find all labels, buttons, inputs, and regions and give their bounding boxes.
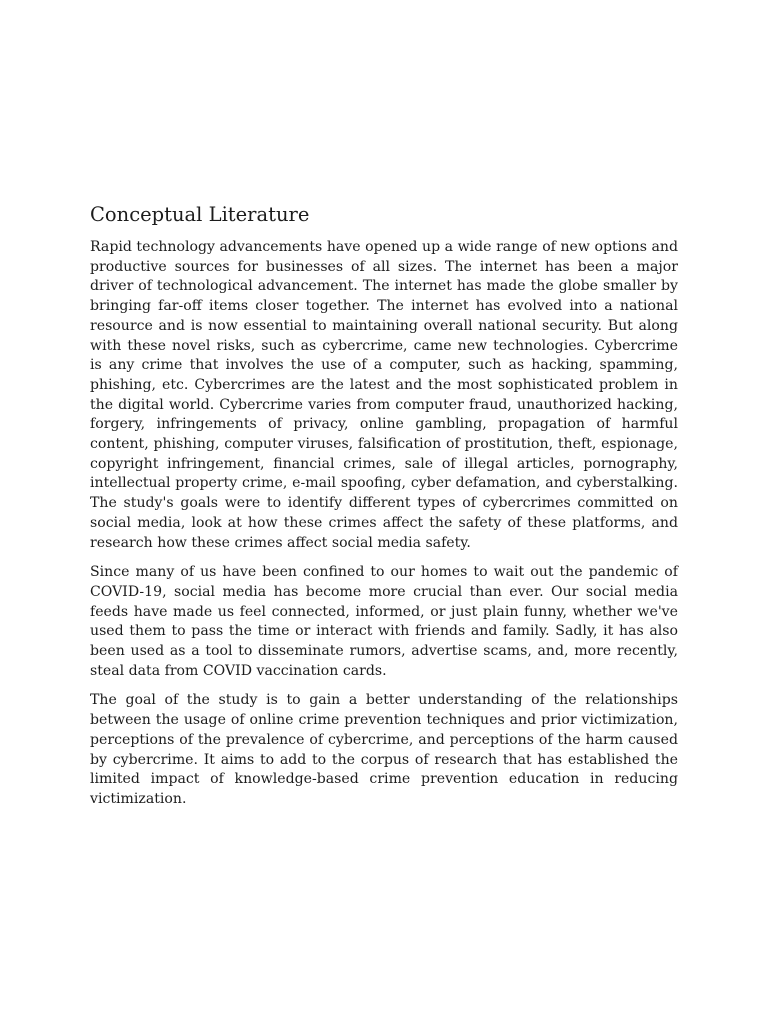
document-page	[90, 202, 678, 820]
section-heading: Conceptual Literature	[90, 203, 310, 226]
body-paragraph-2: Since many of us have been confined to our homes to wait out the pandemic of COVID-19, social media has become more crucial than ever. Our social media feeds have made us feel connected, informed, or just plain funny, whether we've used them to pass the time or interact with friends and family. Sadly, it has also been used as a tool to disseminate rumors, advertise scams, and, more recently, steal data from COVID vaccination cards.	[90, 564, 678, 679]
body-paragraph-1: Rapid technology advancements have opened up a wide range of new options and productive sources for businesses of all sizes. The internet has been a major driver of technological advancement. The internet has made the globe smaller by bringing far-off items closer together. The internet has evolved into a national resource and is now essential to maintaining overall national security. But along with these novel risks, such as cybercrime, came new technologies. Cybercrime is any crime that involves the use of a computer, such as hacking, spamming, phishing, etc. Cybercrimes are the latest and the most sophisticated problem in the digital world. Cybercrime varies from computer fraud, unauthorized hacking, forgery, infringements of privacy, online gambling, propagation of harmful content, phishing, computer viruses, falsification of prostitution, theft, espionage, copyright infringement, financial crimes, sale of illegal articles, pornography, intellectual property crime, e-mail spoofing, cyber defamation, and cyberstalking. The study's goals were to identify different types of cybercrimes committed on social media, look at how these crimes affect the safety of these platforms, and research how these crimes affect social media safety.	[90, 239, 678, 551]
body-paragraph-3: The goal of the study is to gain a better understanding of the relationships between the usage of online crime prevention techniques and prior victimization, perceptions of the prevalence of cybercrime, and perceptions of the harm caused by cybercrime. It aims to add to the corpus of research that has established the limited impact of knowledge-based crime prevention education in reducing victimization.	[90, 692, 678, 807]
